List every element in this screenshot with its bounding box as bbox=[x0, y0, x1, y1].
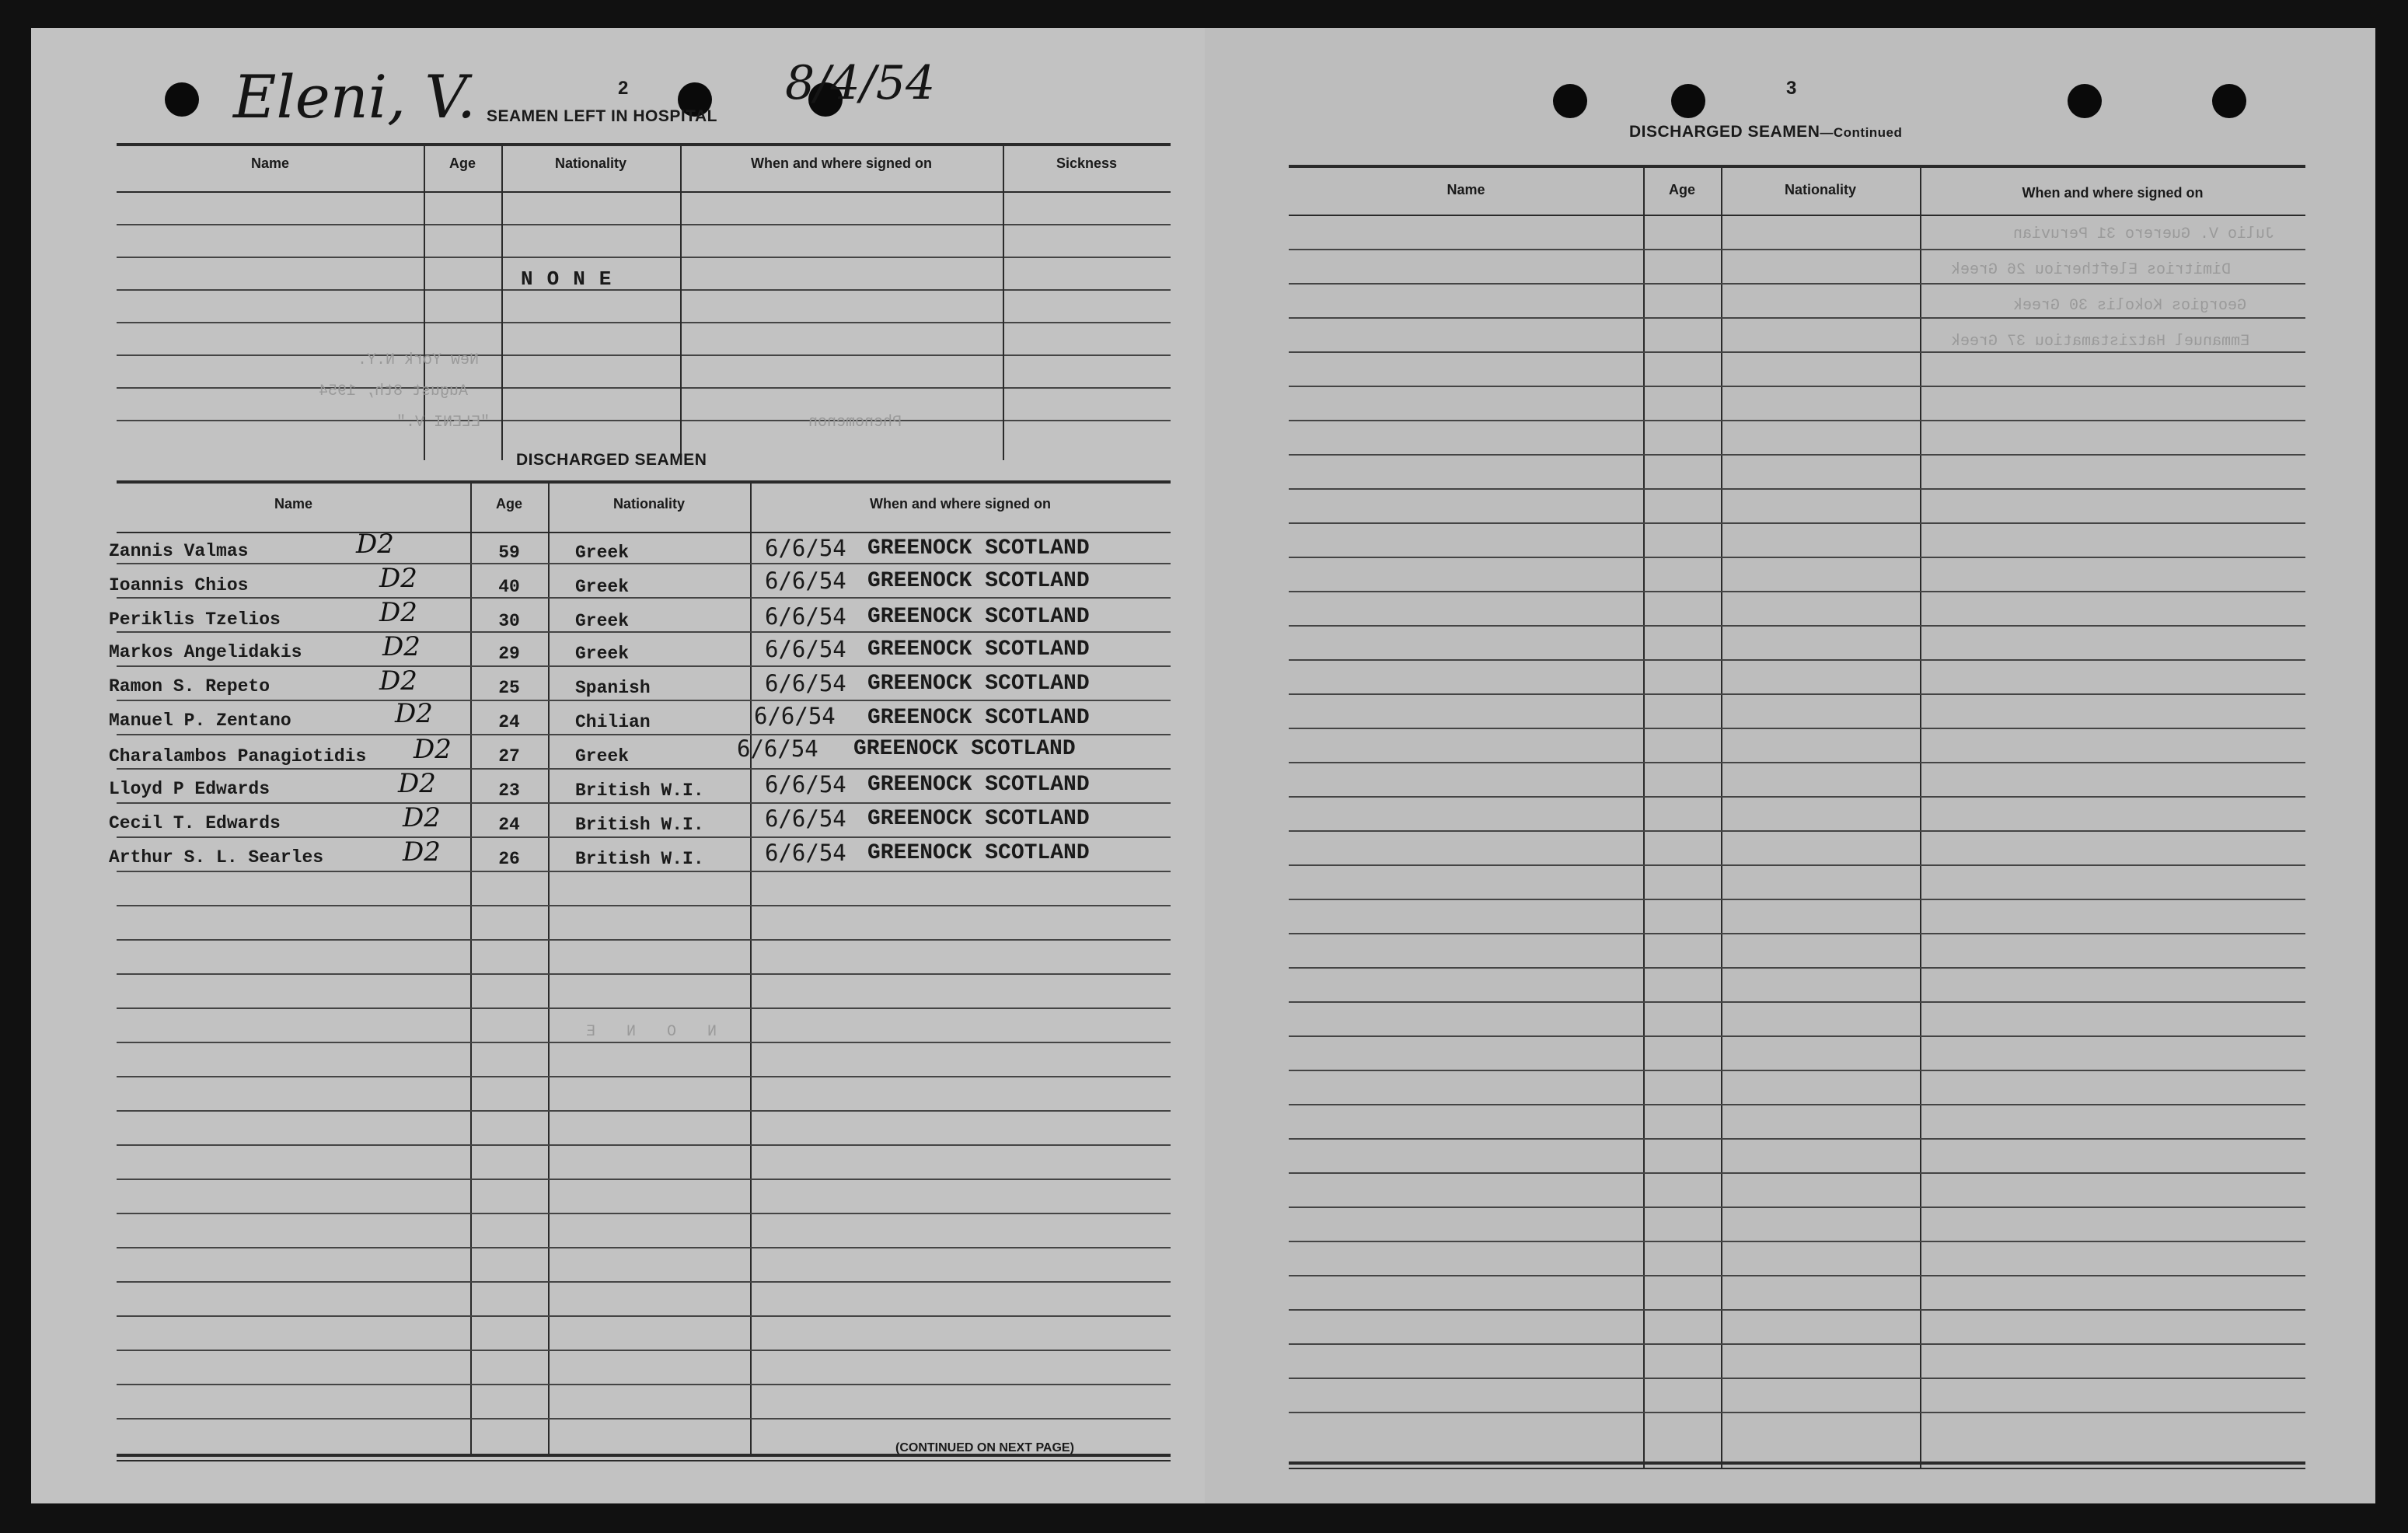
table-rule bbox=[1289, 1206, 2305, 1208]
column-header-age: Age bbox=[1668, 182, 1695, 197]
punch-hole bbox=[1671, 84, 1705, 118]
signed-on-place: GREENOCK SCOTLAND bbox=[867, 773, 1090, 797]
table-divider bbox=[1920, 166, 1921, 1469]
handwritten-date-note: 8/4/54 bbox=[785, 56, 936, 110]
punch-hole bbox=[1553, 84, 1587, 118]
signed-on-date: 6/6/54 bbox=[765, 805, 846, 832]
table-rule bbox=[117, 1315, 1171, 1317]
table-rule bbox=[117, 143, 1171, 146]
signed-on-date: 6/6/54 bbox=[765, 636, 846, 662]
table-rule bbox=[1289, 488, 2305, 490]
table-rule bbox=[1289, 659, 2305, 661]
signed-on-date: 6/6/54 bbox=[765, 535, 846, 561]
table-rule bbox=[1289, 249, 2305, 250]
table-rule bbox=[1289, 351, 2305, 353]
table-rule bbox=[1289, 1241, 2305, 1242]
table-rule bbox=[117, 1007, 1171, 1009]
table-rule bbox=[1289, 165, 2305, 168]
table-rule bbox=[117, 1460, 1171, 1461]
table-rule bbox=[1289, 1343, 2305, 1345]
page-number: 3 bbox=[1786, 78, 1797, 99]
table-rule bbox=[1289, 522, 2305, 524]
signed-on-place: GREENOCK SCOTLAND bbox=[867, 536, 1090, 560]
section-title bbox=[1629, 123, 1902, 141]
discharge-mark: D2 bbox=[403, 836, 441, 868]
signed-on-date: 6/6/54 bbox=[765, 603, 846, 630]
table-divider bbox=[501, 145, 503, 460]
signed-on-date: 6/6/54 bbox=[754, 703, 836, 729]
column-header-sickness: Sickness bbox=[1056, 155, 1118, 171]
seaman-nationality: Chilian bbox=[575, 712, 651, 732]
signed-on-place: GREENOCK SCOTLAND bbox=[867, 807, 1090, 831]
seaman-age: 25 bbox=[498, 678, 520, 698]
seaman-age: 24 bbox=[498, 815, 520, 835]
table-rule bbox=[1289, 283, 2305, 285]
discharge-mark: D2 bbox=[379, 563, 417, 594]
seaman-name: Zannis Valmas bbox=[109, 541, 249, 561]
table-rule bbox=[117, 191, 1171, 193]
seaman-nationality: British W.I. bbox=[575, 815, 704, 835]
bleed-through-text: August 8th, 1954 bbox=[319, 382, 469, 400]
seaman-age: 24 bbox=[498, 712, 520, 732]
none-stamp: NONE bbox=[521, 267, 626, 291]
signed-on-date: 6/6/54 bbox=[765, 771, 846, 798]
bleed-through-text: N O N E bbox=[575, 1023, 717, 1041]
column-header-nationality: Nationality bbox=[612, 496, 685, 512]
seaman-nationality: Greek bbox=[575, 611, 630, 631]
seaman-name: Ramon S. Repeto bbox=[109, 676, 270, 697]
table-rule bbox=[1289, 1001, 2305, 1003]
table-rule bbox=[117, 973, 1171, 975]
signed-on-place: GREENOCK SCOTLAND bbox=[867, 706, 1090, 730]
table-rule bbox=[117, 1076, 1171, 1077]
continued-on-next-page: (CONTINUED ON NEXT PAGE) bbox=[895, 1441, 1074, 1454]
seaman-name: Manuel P. Zentano bbox=[109, 711, 291, 731]
left-page bbox=[31, 28, 1205, 1503]
bleed-through-text: New York N.Y. bbox=[358, 351, 480, 369]
table-rule bbox=[117, 597, 1171, 599]
section-title-suffix: —Continued bbox=[1820, 125, 1903, 140]
handwritten-name-note: Eleni, V. bbox=[233, 62, 476, 131]
table-rule bbox=[117, 322, 1171, 323]
table-rule bbox=[117, 734, 1171, 735]
table-rule bbox=[1289, 557, 2305, 558]
seaman-age: 40 bbox=[498, 577, 520, 597]
table-rule bbox=[1289, 1412, 2305, 1413]
right-page bbox=[1205, 28, 2375, 1503]
table-rule bbox=[117, 420, 1171, 421]
seaman-name: Cecil T. Edwards bbox=[109, 813, 281, 833]
seaman-nationality: Greek bbox=[575, 543, 630, 563]
table-rule bbox=[117, 1144, 1171, 1146]
bleed-through-text: Julio V. Guerero 31 Peruvian bbox=[2013, 225, 2275, 243]
bleed-through-text: Georgios Kokolis 30 Greek bbox=[2013, 297, 2247, 315]
document-spread bbox=[31, 28, 2375, 1503]
column-header-age: Age bbox=[495, 496, 522, 512]
bleed-through-text: Phenomenon bbox=[808, 414, 902, 431]
table-rule bbox=[117, 1418, 1171, 1420]
hospital-section-title: SEAMEN LEFT IN HOSPITAL bbox=[487, 107, 717, 125]
table-rule bbox=[1289, 1104, 2305, 1105]
table-rule bbox=[117, 257, 1171, 258]
signed-on-date: 6/6/54 bbox=[765, 670, 846, 697]
column-header-signed-on: When and where signed on bbox=[869, 496, 1051, 512]
table-rule bbox=[117, 939, 1171, 941]
punch-hole bbox=[2212, 84, 2246, 118]
bleed-through-text: "ELENI V." bbox=[396, 414, 490, 431]
table-rule bbox=[117, 802, 1171, 804]
table-rule bbox=[117, 871, 1171, 872]
table-rule bbox=[117, 905, 1171, 906]
table-rule bbox=[1289, 1275, 2305, 1276]
seaman-name: Ioannis Chios bbox=[109, 575, 249, 595]
table-rule bbox=[1289, 1138, 2305, 1140]
column-header-nationality: Nationality bbox=[554, 155, 626, 171]
table-rule bbox=[117, 480, 1171, 484]
discharge-mark: D2 bbox=[395, 698, 433, 729]
signed-on-date: 6/6/54 bbox=[765, 567, 846, 594]
discharge-mark: D2 bbox=[382, 631, 421, 662]
table-rule bbox=[117, 1247, 1171, 1248]
column-header-signed-on: When and where signed on bbox=[2022, 185, 2204, 201]
seaman-age: 23 bbox=[498, 780, 520, 801]
discharge-mark: D2 bbox=[379, 665, 417, 697]
table-rule bbox=[1289, 864, 2305, 866]
table-divider bbox=[1721, 166, 1722, 1469]
column-header-signed-on: When and where signed on bbox=[750, 155, 932, 171]
column-header-name: Name bbox=[274, 496, 313, 512]
section-title-text: DISCHARGED SEAMEN bbox=[1629, 123, 1820, 141]
table-rule bbox=[117, 631, 1171, 633]
table-rule bbox=[1289, 1461, 2305, 1465]
table-rule bbox=[117, 1281, 1171, 1283]
table-rule bbox=[1289, 967, 2305, 969]
table-rule bbox=[1289, 420, 2305, 421]
table-rule bbox=[117, 836, 1171, 838]
table-rule bbox=[117, 1179, 1171, 1180]
seaman-nationality: Greek bbox=[575, 644, 630, 664]
table-rule bbox=[1289, 899, 2305, 900]
table-rule bbox=[117, 1384, 1171, 1385]
bleed-through-text: Emmanuel Hatzistamatiou 37 Greek bbox=[1951, 333, 2250, 351]
table-rule bbox=[1289, 1035, 2305, 1037]
table-rule bbox=[1289, 1309, 2305, 1311]
seaman-age: 26 bbox=[498, 849, 520, 869]
table-rule bbox=[117, 768, 1171, 770]
table-divider bbox=[1003, 145, 1004, 460]
table-rule bbox=[117, 354, 1171, 356]
table-rule bbox=[1289, 1378, 2305, 1379]
signed-on-place: GREENOCK SCOTLAND bbox=[867, 637, 1090, 662]
discharge-mark: D2 bbox=[356, 529, 394, 560]
signed-on-place: GREENOCK SCOTLAND bbox=[867, 841, 1090, 865]
discharge-mark: D2 bbox=[398, 768, 436, 799]
column-header-age: Age bbox=[448, 155, 476, 171]
seaman-nationality: Greek bbox=[575, 577, 630, 597]
signed-on-date: 6/6/54 bbox=[765, 840, 846, 866]
table-rule bbox=[1289, 454, 2305, 456]
table-rule bbox=[117, 700, 1171, 701]
seaman-age: 59 bbox=[498, 543, 520, 563]
seaman-age: 29 bbox=[498, 644, 520, 664]
table-rule bbox=[1289, 386, 2305, 387]
table-rule bbox=[1289, 693, 2305, 695]
table-rule bbox=[1289, 1172, 2305, 1174]
signed-on-place: GREENOCK SCOTLAND bbox=[853, 737, 1076, 761]
signed-on-place: GREENOCK SCOTLAND bbox=[867, 672, 1090, 696]
discharge-mark: D2 bbox=[414, 734, 452, 765]
discharge-mark: D2 bbox=[379, 597, 417, 628]
seaman-name: Markos Angelidakis bbox=[109, 642, 302, 662]
table-rule bbox=[1289, 625, 2305, 627]
table-rule bbox=[117, 1110, 1171, 1112]
table-rule bbox=[117, 1213, 1171, 1214]
table-rule bbox=[1289, 1070, 2305, 1071]
seaman-nationality: British W.I. bbox=[575, 849, 704, 869]
seaman-name: Arthur S. L. Searles bbox=[109, 847, 324, 868]
table-rule bbox=[1289, 933, 2305, 934]
table-rule bbox=[117, 289, 1171, 291]
discharge-mark: D2 bbox=[403, 802, 441, 833]
seaman-name: Charalambos Panagiotidis bbox=[109, 746, 367, 766]
table-rule bbox=[117, 1042, 1171, 1043]
seaman-nationality: Spanish bbox=[575, 678, 651, 698]
table-rule bbox=[1289, 796, 2305, 798]
table-rule bbox=[117, 532, 1171, 533]
punch-hole bbox=[165, 82, 199, 117]
table-divider bbox=[750, 482, 752, 1454]
table-rule bbox=[1289, 1468, 2305, 1469]
table-rule bbox=[117, 387, 1171, 389]
table-rule bbox=[1289, 317, 2305, 319]
seaman-nationality: British W.I. bbox=[575, 780, 704, 801]
table-rule bbox=[117, 563, 1171, 564]
signed-on-place: GREENOCK SCOTLAND bbox=[867, 569, 1090, 593]
seaman-name: Lloyd P Edwards bbox=[109, 779, 270, 799]
table-rule bbox=[1289, 728, 2305, 729]
table-rule bbox=[1289, 830, 2305, 832]
table-divider bbox=[548, 482, 550, 1454]
column-header-name: Name bbox=[250, 155, 290, 171]
column-header-name: Name bbox=[1447, 182, 1485, 197]
punch-hole bbox=[2068, 84, 2102, 118]
bleed-through-text: Dimitrios Eleftheriou 26 Greek bbox=[1951, 261, 2232, 279]
signed-on-place: GREENOCK SCOTLAND bbox=[867, 605, 1090, 629]
table-divider bbox=[1643, 166, 1645, 1469]
table-rule bbox=[117, 1350, 1171, 1351]
table-rule bbox=[117, 224, 1171, 225]
table-rule bbox=[1289, 591, 2305, 592]
table-divider bbox=[680, 145, 682, 460]
seaman-name: Periklis Tzelios bbox=[109, 609, 281, 630]
discharged-section-title: DISCHARGED SEAMEN bbox=[516, 451, 707, 469]
signed-on-date: 6/6/54 bbox=[737, 735, 818, 762]
page-number: 2 bbox=[618, 78, 629, 99]
table-rule bbox=[117, 665, 1171, 667]
table-rule bbox=[1289, 215, 2305, 216]
seaman-age: 27 bbox=[498, 746, 520, 766]
column-header-nationality: Nationality bbox=[1784, 182, 1856, 197]
table-rule bbox=[1289, 762, 2305, 763]
seaman-nationality: Greek bbox=[575, 746, 630, 766]
seaman-age: 30 bbox=[498, 611, 520, 631]
